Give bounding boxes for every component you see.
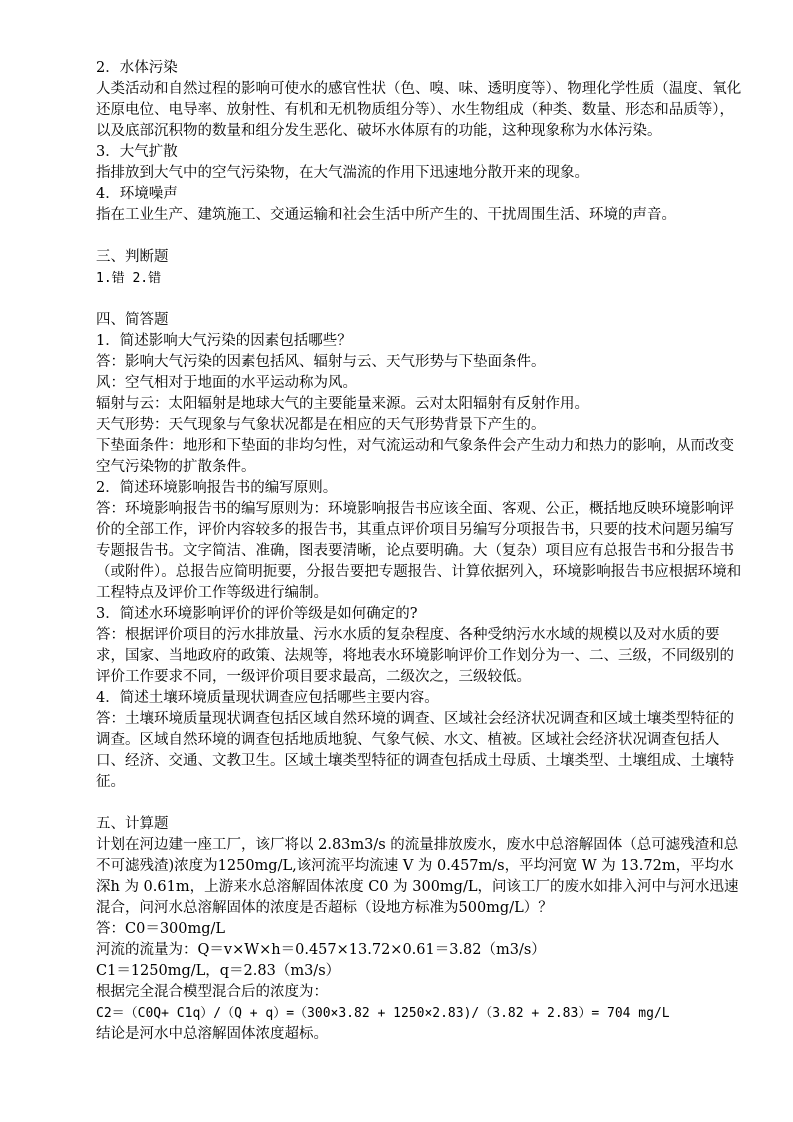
calculation-conclusion: 结论是河水中总溶解固体浓度超标。 xyxy=(96,1026,328,1042)
answer-1-wind: 风：空气相对于地面的水平运动称为风。 xyxy=(96,375,357,391)
environmental-noise-heading: 4．环境噪声 xyxy=(96,186,178,202)
calculation-c1-q: C1＝1250mg/L，q＝2.83（m3/s） xyxy=(96,963,341,979)
calculation-model-note: 根据完全混合模型混合后的浓度为： xyxy=(96,984,328,1000)
answer-1-surface: 下垫面条件：地形和下垫面的非均匀性，对气流运动和气象条件会产生动力和热力的影响，从而改变空气污染物的扩散条件。 xyxy=(96,438,734,475)
short-answer-section-heading: 四、简答题 xyxy=(96,312,169,328)
calculation-section-heading: 五、计算题 xyxy=(96,816,169,832)
answer-4: 答：土壤环境质量现状调查包括区域自然环境的调查、区域社会经济状况调查和区域土壤类型特征的调查。区域自然环境的调查包括地质地貌、气象气候、水文、植被。区域社会经济状况调查包括人口、经济、交通、文教卫生。区域土壤类型特征的调查包括成土母质、土壤类型、土壤组成、土壤特征。 xyxy=(96,711,734,790)
question-4: 4．简述土壤环境质量现状调查应包括哪些主要内容。 xyxy=(96,690,439,706)
atmospheric-diffusion-heading: 3．大气扩散 xyxy=(96,144,178,160)
water-pollution-heading: 2．水体污染 xyxy=(96,60,178,76)
answer-2: 答：环境影响报告书的编写原则为：环境影响报告书应该全面、客观、公正，概括地反映环境影响评价的全部工作，评价内容较多的报告书，其重点评价项目另编写分项报告书，只要的技术问题另编写专题报告书。文字简洁、准确，图表要清晰，论点要明确。大（复杂）项目应有总报告书和分报告书（或附件）。总报告应简明扼要，分报告要把专题报告、计算依据列入，环境影响报告书应根据环境和工程特点及评价工作等级进行编制。 xyxy=(96,501,742,601)
true-false-section-heading: 三、判断题 xyxy=(96,249,169,265)
calculation-answer-c0: 答：C0＝300mg/L xyxy=(96,921,226,937)
spacer xyxy=(96,226,746,247)
calculation-problem: 计划在河边建一座工厂，该厂将以 2.83m3/s 的流量排放废水，废水中总溶解固体（总可滤残渣和总不可滤残渣)浓度为1250mg/L,该河流平均流速 V 为 0.457m/s，平均河宽 W 为 13.72m，平均水深h 为 0.61m，上游来水总溶解固体浓度 C0 为 300mg/L，问该工厂的废水如排入河中与河水迅速混合，问河水总溶解固体的浓度是否超标（设地方标准为500mg/L）？ xyxy=(96,837,739,916)
question-2: 2．简述环境影响报告书的编写原则。 xyxy=(96,480,338,496)
question-1: 1．简述影响大气污染的因素包括哪些？ xyxy=(96,333,352,349)
water-pollution-definition: 人类活动和自然过程的影响可使水的感官性状（色、嗅、味、透明度等）、物理化学性质（温度、氧化还原电位、电导率、放射性、有机和无机物质组分等）、水生物组成（种类、数量、形态和品质等），以及底部沉积物的数量和组分发生恶化、破坏水体原有的功能，这种现象称为水体污染。 xyxy=(96,81,742,139)
calculation-river-flow: 河流的流量为：Q＝v×W×h＝0.457×13.72×0.61＝3.82（m3/s） xyxy=(96,942,546,958)
true-false-answers: 1.错 2.错 xyxy=(96,271,162,286)
spacer xyxy=(96,289,746,310)
answer-1-weather: 天气形势：天气现象与气象状况都是在相应的天气形势背景下产生的。 xyxy=(96,417,546,433)
answer-1-radiation: 辐射与云：太阳辐射是地球大气的主要能量来源。云对太阳辐射有反射作用。 xyxy=(96,396,589,412)
answer-3: 答：根据评价项目的污水排放量、污水水质的复杂程度、各种受纳污水水域的规模以及对水质的要求，国家、当地政府的政策、法规等，将地表水环境影响评价工作划分为一、二、三级，不同级别的评价工作要求不同，一级评价项目要求最高，二级次之，三级较低。 xyxy=(96,627,734,685)
answer-1: 答：影响大气污染的因素包括风、辐射与云、天气形势与下垫面条件。 xyxy=(96,354,546,370)
spacer xyxy=(96,793,746,814)
question-3: 3．简述水环境影响评价的评价等级是如何确定的? xyxy=(96,606,418,622)
document-page xyxy=(96,58,746,1045)
calculation-formula: C2＝（C0Q+ C1q）/（Q + q）=（300×3.82 + 1250×2.83)/（3.82 + 2.83）= 704 mg/L xyxy=(96,1006,670,1021)
atmospheric-diffusion-definition: 指排放到大气中的空气污染物，在大气湍流的作用下迅速地分散开来的现象。 xyxy=(96,165,589,181)
environmental-noise-definition: 指在工业生产、建筑施工、交通运输和社会生活中所产生的、干扰周围生活、环境的声音。 xyxy=(96,207,676,223)
